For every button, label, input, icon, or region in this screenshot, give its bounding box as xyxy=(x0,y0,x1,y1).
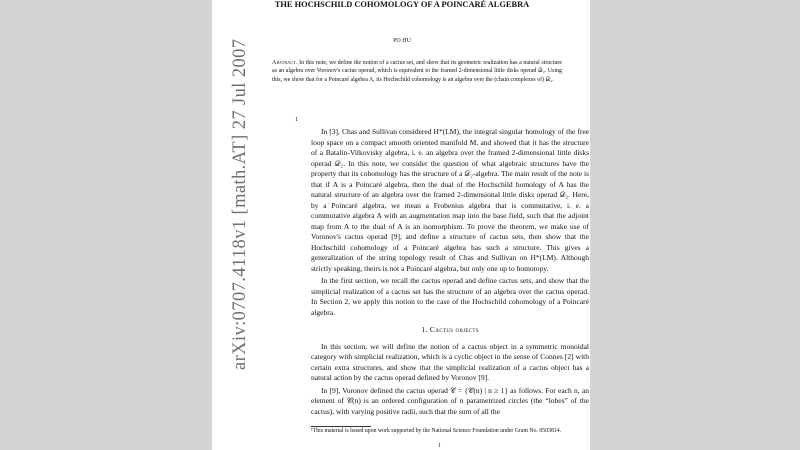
section-paragraph-2: In [9], Voronov defined the cactus operad 𝒞 = {𝒞(n) | n ≥ 1} as follows. For each n, an element of 𝒞(n) is an ordered configuration of n parametrized circles (the “lobes” of the cactus), with varying positive radii, such that the sum of all the xyxy=(311,385,589,416)
arxiv-identifier: arXiv:0707.4118v1 [math.AT] 27 Jul 2007 xyxy=(230,38,250,370)
paper-title: THE HOCHSCHILD COHOMOLOGY OF A POINCARÉ ALGEBRA xyxy=(274,0,530,9)
footnote-marker: 1 xyxy=(295,117,298,123)
intro-paragraph-1: In [3], Chas and Sullivan considered H*(LM), the integral singular homology of the free loop space on a compact smooth oriented manifold M, and showed that it has the structure of a Batalin-Vilkovisky algebra, i. e. an algebra over the framed 2-dimensional little disks operad 𝒟₂. In this note, we consider the question of what algebraic structures have the property that its cohomology has the structure of a 𝒟₂-algebra. The main result of the note is that if A is a Poincaré algebra, then the dual of the Hochschild homology of A has the natural structure of an algebra over the framed 2-dimensional little disks operad 𝒟₂. Here, by a Poincaré algebra, we mean a Frobenius algebra that is commutative, i. e. a commutative algebra A with an augmentation map into the base field, such that the adjoint map from A to the dual of A is an isomorphism. To prove the theorem, we make use of Voronov's cactus operad [9], and define a structure of cactus sets, then show that the Hochschild cohomology of a Poincaré algebra has such a structure. This gives a generalization of the string topology result of Chas and Sullivan on H*(LM). Although strictly speaking, theirs is not a Poincaré algebra, but only one up to homotopy. xyxy=(311,127,589,273)
paper-author: PO HU xyxy=(393,38,411,44)
abstract-label: Abstract. xyxy=(272,60,298,66)
abstract xyxy=(272,59,562,84)
section-paragraph-1: In this section, we will define the notion of a cactus object in a symmetric monoidal category with simplicial realization, which is a cyclic object in the sense of Connes [2] with certain extra structures, and show that the simplicial realization of a cactus object has a natural action by the cactus operad defined by Voronov [9]. xyxy=(311,341,589,382)
footnote-rule xyxy=(311,426,371,427)
intro-paragraph-2: In the first section, we recall the cactus operad and define cactus sets, and show that the simplicial realization of a cactus set has the structure of an algebra over the cactus operad. In Section 2, we apply this notion to the case of the Hochschild cohomology of a Poincaré algebra. xyxy=(311,276,589,317)
abstract-text: In this note, we define the notion of a cactus set, and show that its geometric realization has a natural structure as an algebra over Voronov's cactus operad, which is equivalent to the framed 2-dimensional little disks operad 𝒟₂. Using this, we show that for a Poincaré algebra A, its Hochschild cohomology is an algebra over the (chain complexes of) 𝒟₂. xyxy=(272,60,562,83)
footnote: ¹This material is based upon work supported by the National Science Foundation under Grant No. 0503814. xyxy=(311,428,562,434)
section-heading: 1. Cactus objects xyxy=(421,325,479,334)
paper-body xyxy=(311,127,589,417)
page-number: 1 xyxy=(438,443,441,449)
